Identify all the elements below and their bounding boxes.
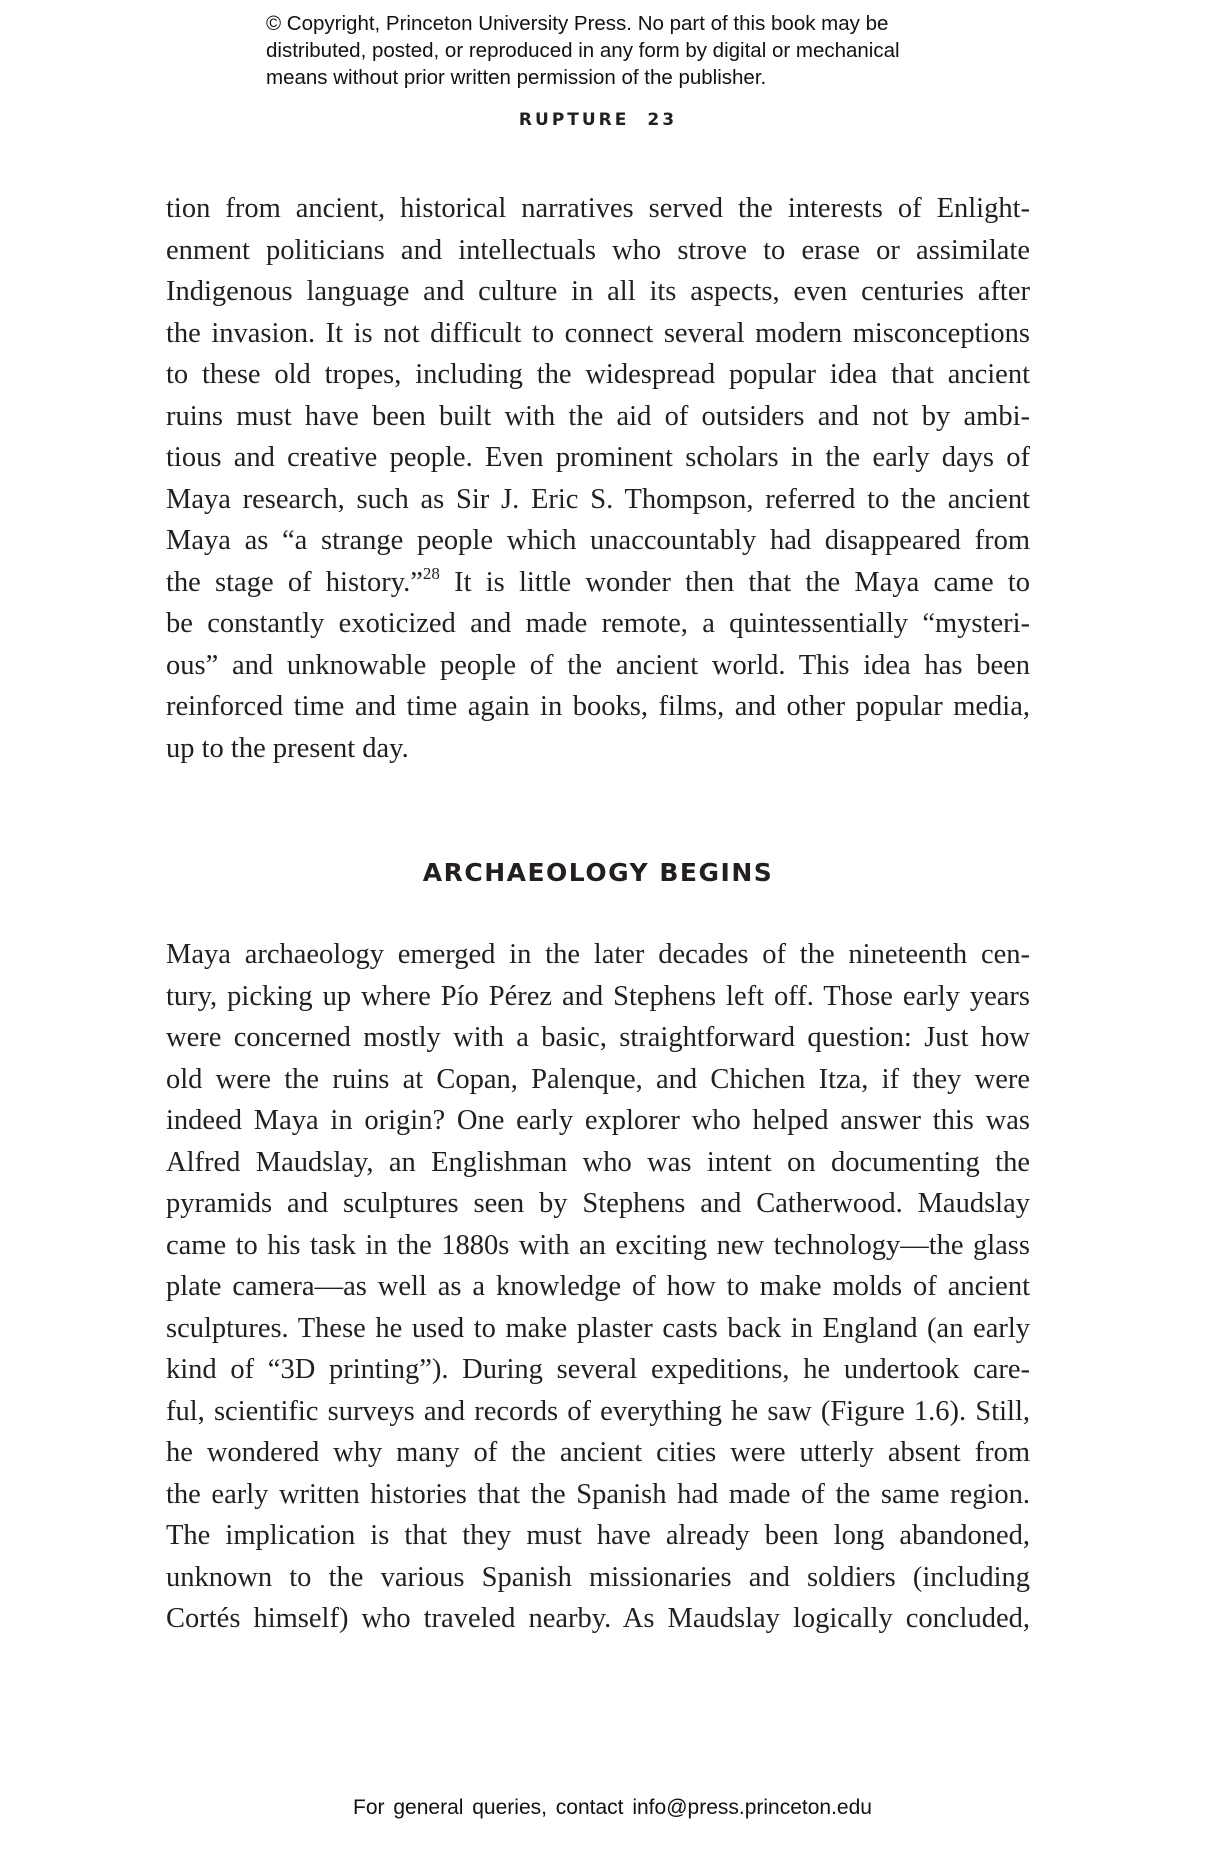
text-line: he wondered why many of the ancient cities were utterly absent from <box>166 1437 1030 1468</box>
text-line: ful, scientific surveys and records of everything he saw (Figure 1.6). Still, <box>166 1395 1030 1427</box>
text-line: unknown to the various Spanish missionaries and soldiers (including <box>166 1561 1030 1593</box>
text-line: came to his task in the 1880s with an exciting new technology—the glass <box>166 1229 1030 1261</box>
text-line: reinforced time and time again in books, films, and other popular media, <box>166 691 1030 722</box>
text-line: plate camera—as well as a knowledge of how to make molds of ancient <box>166 1271 1030 1302</box>
text-segment: It is little wonder then that the Maya came to <box>454 566 1030 598</box>
text-line: to these old tropes, including the widespread popular idea that ancient <box>166 359 1030 390</box>
text-line: were concerned mostly with a basic, straightforward question: Just how <box>166 1022 1030 1053</box>
section-heading: ARCHAEOLOGY BEGINS <box>422 858 774 887</box>
copyright-line: distributed, posted, or reproduced in any form by digital or mechanical <box>266 39 900 62</box>
text-line: Cortés himself) who traveled nearby. As Maudslay logically concluded, <box>166 1603 1030 1634</box>
page-number: 23 <box>647 110 678 130</box>
copyright-line: © Copyright, Princeton University Press. No part of this book may be <box>266 12 889 35</box>
copyright-notice <box>266 10 1026 91</box>
running-head <box>0 110 1196 130</box>
text-line: Maya as “a strange people which unaccountably had disappeared from <box>166 525 1030 556</box>
text-line: The implication is that they must have already been long abandoned, <box>166 1520 1030 1551</box>
text-line: Maya archaeology emerged in the later decades of the nineteenth cen- <box>166 939 1030 970</box>
text-line: ruins must have been built with the aid of outsiders and not by ambi- <box>166 400 1030 432</box>
copyright-line: means without prior written permission of the publisher. <box>266 66 767 89</box>
text-line: tury, picking up where Pío Pérez and Stephens left off. Those early years <box>166 980 1030 1012</box>
body-paragraph-1 <box>166 188 1030 769</box>
text-line: indeed Maya in origin? One early explorer who helped answer this was <box>166 1105 1030 1136</box>
footnote-reference[interactable]: 28 <box>422 563 440 583</box>
text-line: tious and creative people. Even prominent scholars in the early days of <box>166 442 1030 473</box>
text-line: tion from ancient, historical narratives served the interests of Enlight- <box>166 193 1030 224</box>
text-line: the invasion. It is not difficult to connect several modern misconceptions <box>166 317 1030 349</box>
running-head-title: RUPTURE <box>518 110 630 130</box>
text-line: the early written histories that the Spanish had made of the same region. <box>166 1478 1030 1510</box>
text-line: Maya research, such as Sir J. Eric S. Thompson, referred to the ancient <box>166 483 1030 515</box>
text-line: be constantly exoticized and made remote, a quintessentially “mysteri- <box>166 608 1030 639</box>
text-segment: the stage of history.” <box>166 566 423 598</box>
footer-contact: For general queries, contact info@press.princeton.edu <box>353 1796 872 1819</box>
text-line: kind of “3D printing”). During several expeditions, he undertook care- <box>166 1354 1030 1385</box>
text-line-with-footnote <box>166 562 1030 604</box>
text-line: ous” and unknowable people of the ancient world. This idea has been <box>166 649 1030 681</box>
text-line: up to the present day. <box>166 732 409 764</box>
text-line: enment politicians and intellectuals who strove to erase or assimilate <box>166 234 1030 266</box>
text-line: sculptures. These he used to make plaster casts back in England (an early <box>166 1312 1030 1344</box>
text-line: Alfred Maudslay, an Englishman who was intent on documenting the <box>166 1146 1030 1178</box>
body-paragraph-2 <box>166 934 1030 1640</box>
text-line: pyramids and sculptures seen by Stephens and Catherwood. Maudslay <box>166 1188 1030 1219</box>
text-line: Indigenous language and culture in all its aspects, even centuries after <box>166 276 1030 307</box>
text-line: old were the ruins at Copan, Palenque, and Chichen Itza, if they were <box>166 1063 1030 1095</box>
